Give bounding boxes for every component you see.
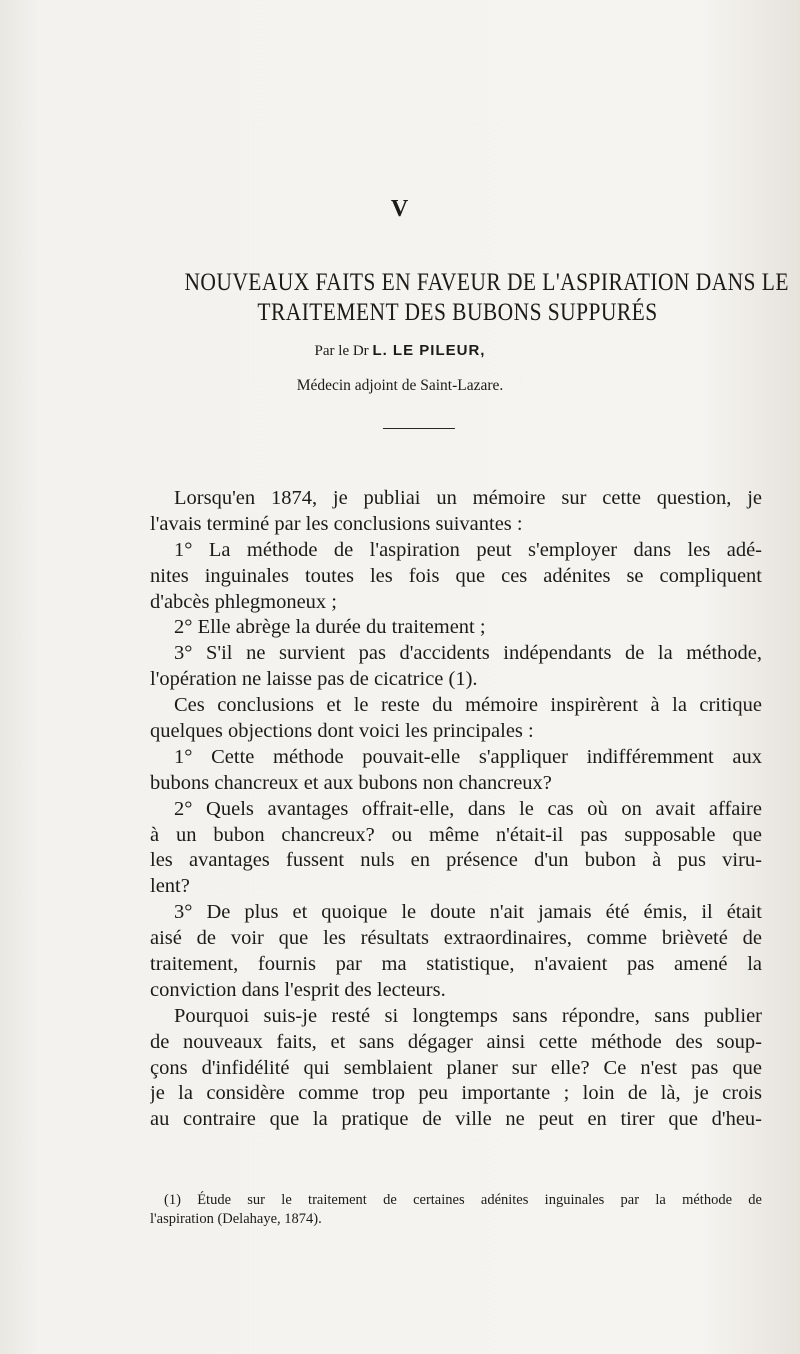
body-line: traitement, fournis par ma statistique, n'avaient pas amené la — [150, 953, 762, 976]
body-line: çons d'infidélité qui semblaient planer sur elle? Ce n'est pas que — [150, 1056, 762, 1079]
footnote-line: (1) Étude sur le traitement de certaines adénites inguinales par la méthode de — [164, 1192, 762, 1208]
footnote — [150, 1191, 762, 1229]
body-line: 1° La méthode de l'aspiration peut s'employer dans les adé- — [174, 538, 762, 561]
body-line: conviction dans l'esprit des lecteurs. — [150, 978, 446, 1001]
author-name: L. LE PILEUR, — [372, 342, 486, 359]
body-line: quelques objections dont voici les principales : — [150, 720, 534, 743]
section-divider — [383, 428, 455, 429]
author-role: Médecin adjoint de Saint-Lazare. — [296, 377, 504, 394]
body-line: de nouveaux faits, et sans dégager ainsi cette méthode des soup- — [150, 1030, 762, 1053]
body-line: Lorsqu'en 1874, je publiai un mémoire sur cette question, je — [174, 487, 762, 509]
body-line: l'avais terminé par les conclusions suivantes : — [150, 512, 523, 535]
byline-prefix: Par le Dr — [314, 343, 373, 359]
body-line: d'abcès phlegmoneux ; — [150, 590, 338, 613]
title-line: NOUVEAUX FAITS EN FAVEUR DE L'ASPIRATION DANS LE — [184, 269, 789, 296]
body-line: au contraire que la pratique de ville ne peut en tirer que d'heu- — [150, 1108, 762, 1131]
body-line: Ces conclusions et le reste du mémoire inspirèrent à la critique — [174, 694, 762, 717]
body-line: nites inguinales toutes les fois que ces adénites se compliquent — [150, 564, 762, 587]
body-line: 2° Elle abrège la durée du traitement ; — [174, 616, 486, 639]
byline — [0, 342, 800, 360]
body-line: Pourquoi suis-je resté si longtemps sans répondre, sans publier — [174, 1004, 762, 1027]
body-line: l'opération ne laisse pas de cicatrice (1). — [150, 668, 478, 691]
body-text — [150, 486, 762, 1133]
footnote-line: l'aspiration (Delahaye, 1874). — [150, 1211, 322, 1227]
body-line: les avantages fussent nuls en présence d'un bubon à pus viru- — [150, 849, 762, 872]
body-line: à un bubon chancreux? ou même n'était-il pas supposable que — [150, 823, 762, 846]
body-line: 3° S'il ne survient pas d'accidents indépendants de la méthode, — [174, 642, 762, 665]
article-title — [184, 268, 789, 328]
chapter-number: V — [390, 196, 410, 222]
body-line: lent? — [150, 875, 190, 898]
body-line: je la considère comme trop peu importante ; loin de là, je crois — [150, 1082, 762, 1105]
body-line: 1° Cette méthode pouvait-elle s'appliquer indifféremment aux — [174, 745, 762, 768]
body-line: 3° De plus et quoique le doute n'ait jamais été émis, il était — [174, 901, 762, 924]
title-line: TRAITEMENT DES BUBONS SUPPURÉS — [257, 299, 658, 326]
body-line: 2° Quels avantages offrait-elle, dans le cas où on avait affaire — [174, 797, 762, 820]
body-line: bubons chancreux et aux bubons non chancreux? — [150, 771, 552, 794]
body-line: aisé de voir que les résultats extraordinaires, comme brièveté de — [150, 927, 762, 950]
